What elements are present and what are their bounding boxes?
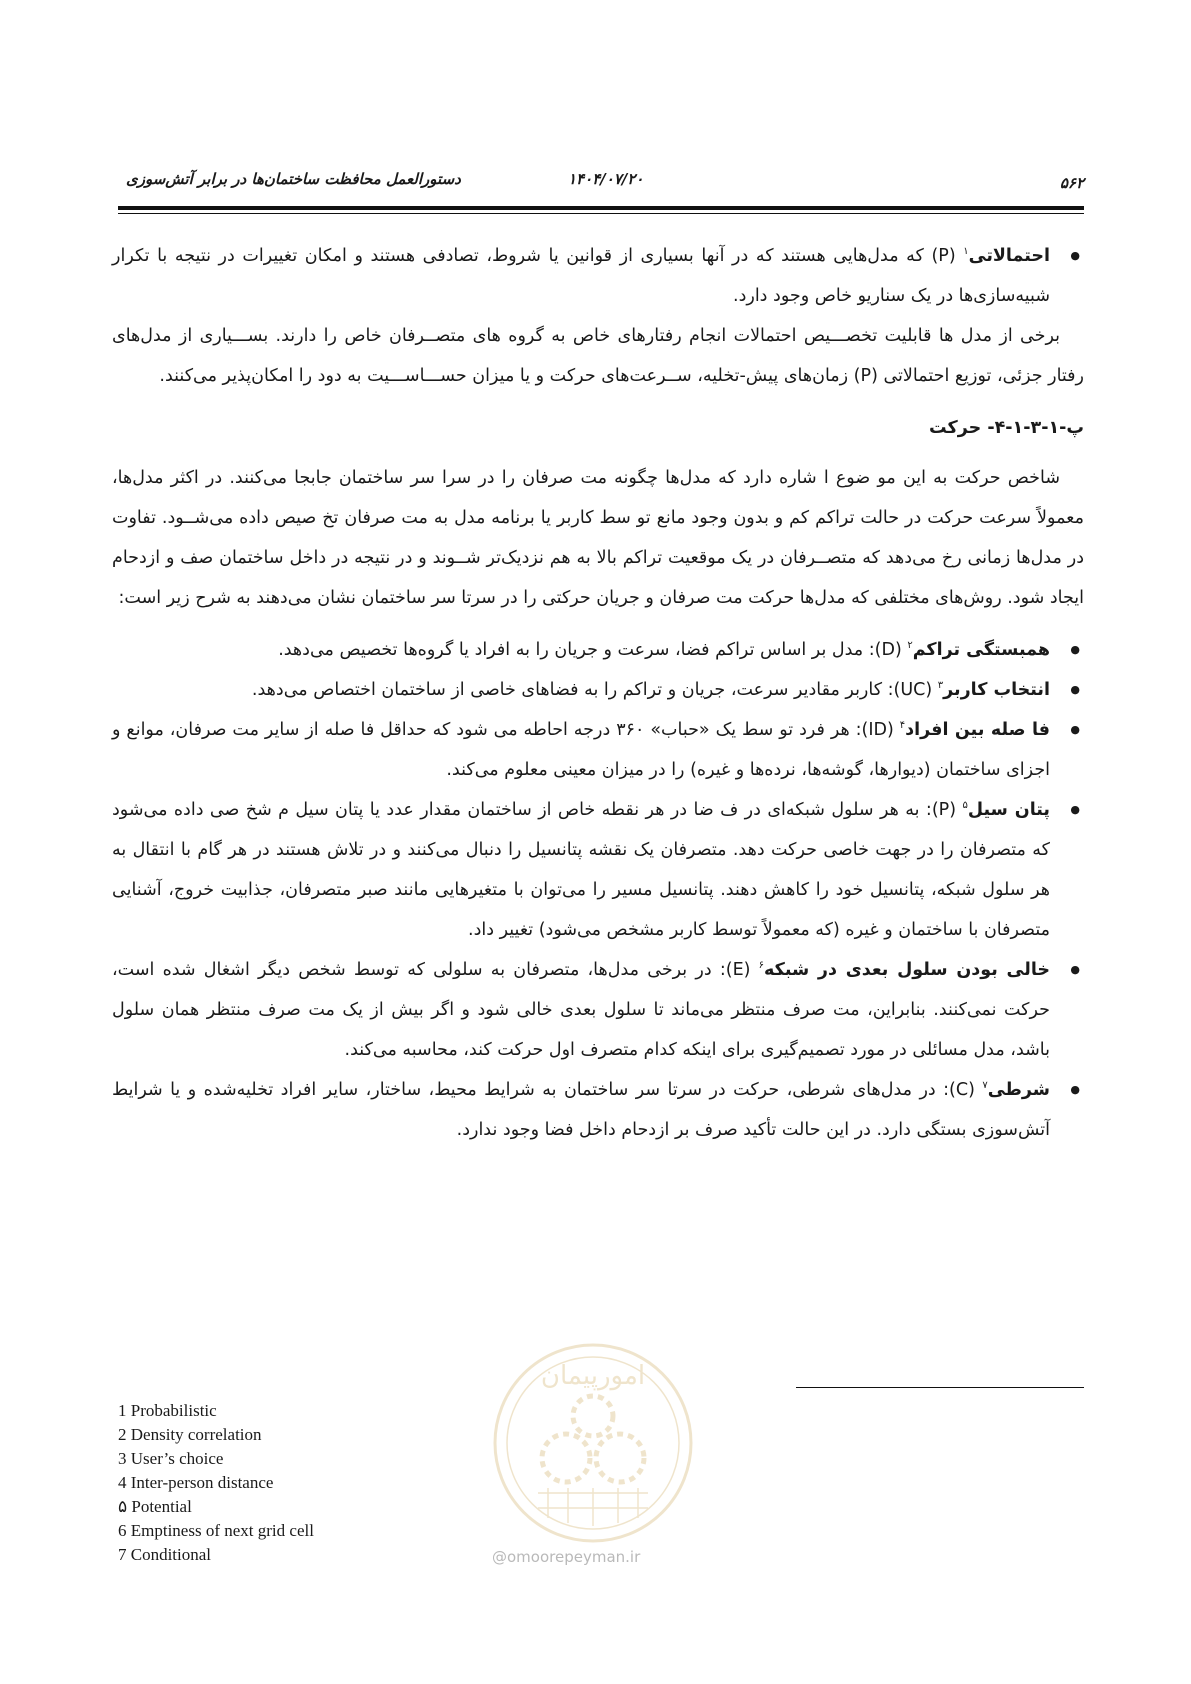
footnote-ref[interactable]: ۱ [963, 246, 969, 258]
running-header [118, 170, 1084, 200]
bullet-next-cell-emptiness [112, 950, 1084, 1070]
bullet-term: فا صله بین افراد [905, 720, 1050, 740]
watermark-text: امورپیمان [540, 1361, 646, 1391]
page-number: ۵۶۲ [1059, 174, 1084, 192]
header-date: ۱۴۰۴/۰۷/۲۰ [568, 170, 644, 188]
bullet-density-correlation [112, 630, 1084, 670]
bullet-probabilistic [112, 236, 1084, 316]
bullet-text: (C): در مدل‌های شرطی، حرکت در سرتا سر ساختمان به شرایط محیط، ساختار، سایر افراد تخلیه‌شده و یا شرایط آتش‌سوزی بستگی دارد. در این حالت تأکید صرف بر ازدحام داخل فضا وجود ندارد. [112, 1080, 1050, 1140]
bullet-text: (D): مدل بر اساس تراکم فضا، سرعت و جریان را به افراد یا گروه‌ها تخصیص می‌دهد. [278, 640, 908, 660]
bullet-term: احتمالاتی [968, 246, 1050, 266]
bullet-text: (P) که مدل‌هایی هستند که در آنها بسیاری از قوانین یا شروط، تصادفی هستند و امکان تغییرات در نتیجه با تکرار شبیه‌سازی‌ها در یک سناریو خاص وجود دارد. [112, 246, 1050, 306]
bullet-text: (P): به هر سلول شبکه‌ای در ف ضا در هر نقطه خاص از ساختمان مقدار عدد یا پتان سیل م شخ صی داده می‌شود که متصرفان را در جهت خاصی حرکت دهد. متصرفان یک نقشه پتانسیل را دنبال می‌کنند و در تلاش هستند در هر گام با انتقال به هر سلول شبکه، پتانسیل خود را کاهش دهند. پتانسیل مسیر را می‌توان با متغیرهایی مانند صبر متصرفان، جذابیت خروج، آشنایی متصرفان با ساختمان و غیره (که معمولاً توسط کاربر مشخص می‌شود) تغییر داد. [112, 800, 1050, 940]
bullet-term: خالی بودن سلول بعدی در شبکه [764, 960, 1050, 980]
footnote-separator [796, 1387, 1084, 1388]
footnote-ref[interactable]: ۲ [907, 640, 913, 652]
footnote-ref[interactable]: ۴ [899, 720, 906, 732]
footnote: 7 Conditional [118, 1545, 212, 1564]
footnote: 6 Emptiness of next grid cell [118, 1521, 314, 1540]
paragraph: شاخص حرکت به این مو ضوع ا شاره دارد که مدل‌ها چگونه مت صرفان را در سرا سر ساختمان جابجا می‌کنند. در اکثر مدل‌ها، معمولاً سرعت حرکت در حالت تراکم کم و بدون وجود مانع تو سط کاربر یا برنامه مدل به مت صرفان تخ صیص داده می‌شــود. تفاوت در مدل‌ها زمانی رخ می‌دهد که متصــرفان در یک موقعیت تراکم بالا به هم نزدیک‌تر شــوند و در نتیجه در داخل ساختمان صف و ازدحام ایجاد شود. روش‌های مختلفی که مدل‌ها حرکت مت صرفان و جریان حرکتی را در سرتا سر ساختمان نشان می‌دهند به شرح زیر است: [112, 468, 1084, 608]
bullet-term: پتان سیل [967, 800, 1050, 820]
footnote-ref[interactable]: ۷ [982, 1080, 988, 1092]
bullet-term: همبستگی تراکم [912, 640, 1050, 660]
footnote: 4 Inter-person distance [118, 1473, 274, 1492]
footnote: 2 Density correlation [118, 1425, 262, 1444]
bullet-inter-person-distance [112, 710, 1084, 790]
section-heading: پ-۱-۳-۱-۴- حرکت [929, 418, 1084, 438]
footnote-ref[interactable]: ۵ [962, 800, 968, 812]
watermark-url: @omoorepeyman.ir [492, 1548, 641, 1566]
footnote: 1 Probabilistic [118, 1401, 217, 1420]
footnote: ۵ Potential [118, 1497, 192, 1516]
bullet-text: (UC): کاربر مقادیر سرعت، جریان و تراکم را به فضاهای خاصی از ساختمان اختصاص می‌دهد. [251, 680, 938, 700]
header-rule-thin [118, 213, 1084, 214]
bullet-potential [112, 790, 1084, 950]
watermark-logo [488, 1338, 698, 1548]
bullet-term: شرطی [987, 1080, 1051, 1100]
header-title: دستورالعمل محافظت ساختمان‌ها در برابر آتش‌سوزی [126, 170, 461, 188]
paragraph: برخی از مدل ها قابلیت تخصـــیص احتمالات انجام رفتارهای خاص به گروه های متصــرفان خاص را دارند. بســـیاری از مدل‌های رفتار جزئی، توزیع احتمالاتی (P) زمان‌های پیش-تخلیه، ســرعت‌های حرکت و یا میزان حســـاســـیت به دود را امکان‌پذیر می‌کنند. [112, 326, 1084, 386]
bullet-conditional [112, 1070, 1084, 1150]
footnote-ref[interactable]: ۶ [758, 960, 765, 972]
footnote: 3 User’s choice [118, 1449, 224, 1468]
body-text [112, 236, 1084, 1150]
bullet-term: انتخاب کاربر [943, 680, 1050, 700]
bullet-user-choice [112, 670, 1084, 710]
header-rule-thick [118, 206, 1084, 210]
footnote-ref[interactable]: ۳ [937, 680, 944, 692]
bullet-text: (E): در برخی مدل‌ها، متصرفان به سلولی که توسط شخص دیگر اشغال شده است، حرکت نمی‌کنند. بنابراین، مت صرف منتظر می‌ماند تا سلول بعدی خالی شود و اگر بیش از یک مت صرف منتظر همان سلول باشد، مدل مسائلی در مورد تصمیم‌گیری برای اینکه کدام متصرف اول حرکت کند، محاسبه می‌کند. [112, 960, 1050, 1060]
bullet-text: (ID): هر فرد تو سط یک «حباب» ۳۶۰ درجه احاطه می شود که حداقل فا صله از سایر مت صرفان، موانع و اجزای ساختمان (دیوارها، گوشه‌ها، نرده‌ها و غیره) را در میزان معینی معلوم می‌کند. [112, 720, 1050, 780]
footnotes [118, 1399, 314, 1567]
